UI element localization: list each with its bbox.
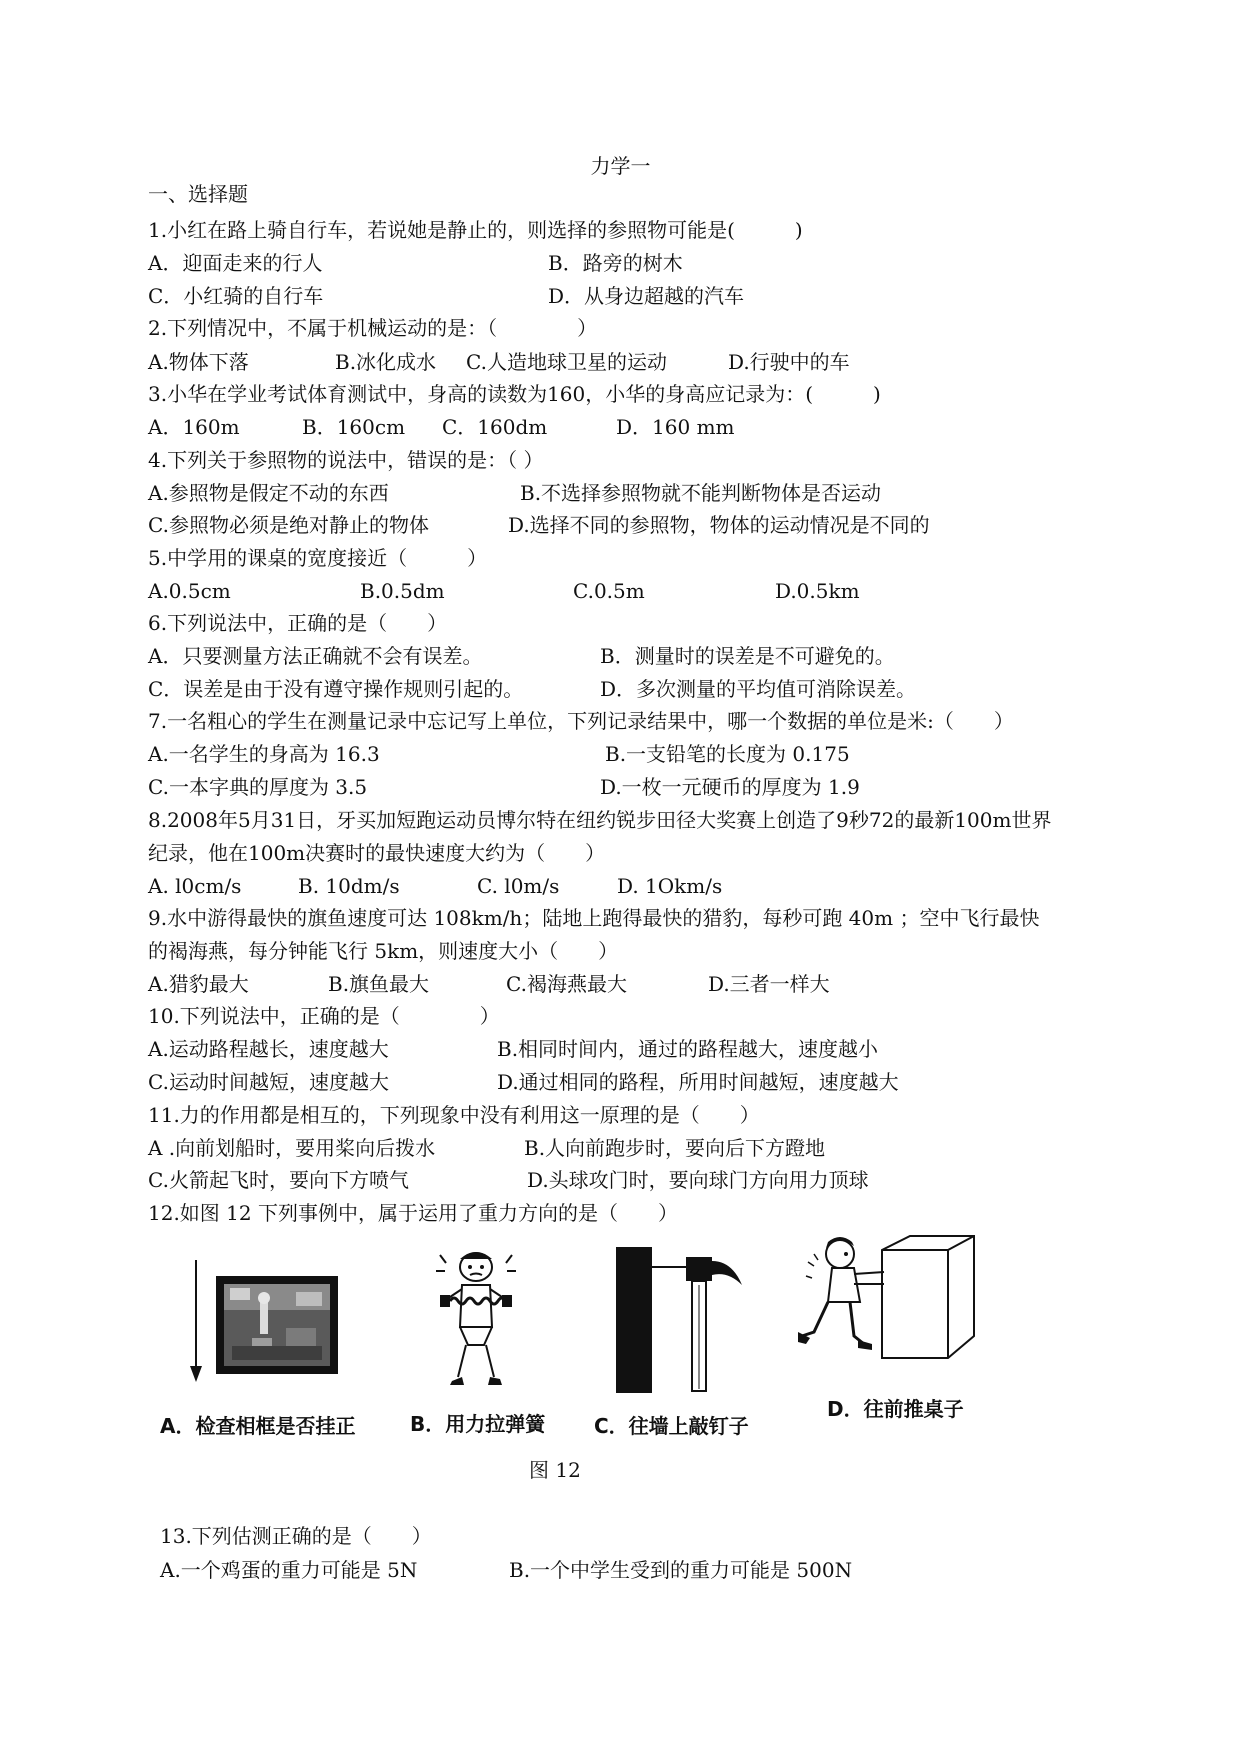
q1-option-d: D．从身边超越的汽车 [548,284,745,308]
q8-option-d: D. 1Okm/s [617,874,723,898]
q11-option-d: D.头球攻门时，要向球门方向用力顶球 [527,1168,869,1192]
q11-option-a: A .向前划船时，要用桨向后拨水 [148,1136,436,1160]
q7-option-a: A.一名学生的身高为 16.3 [148,742,380,766]
q13-option-b: B.一个中学生受到的重力可能是 500N [509,1558,853,1582]
figure-label: 图 12 [529,1458,581,1482]
q3-option-a: A．160m [148,415,240,439]
q7-option-c: C.一本字典的厚度为 3.5 [148,775,368,799]
q9-option-b: B.旗鱼最大 [328,972,430,996]
q1-option-b: B．路旁的树木 [548,251,683,275]
q9-option-c: C.褐海燕最大 [506,972,627,996]
q6-option-c: C．误差是由于没有遵守操作规则引起的。 [148,677,524,701]
q13-stem: 13.下列估测正确的是（ ） [160,1524,432,1548]
q11-stem: 11.力的作用都是相互的，下列现象中没有利用这一原理的是（ ） [148,1103,760,1127]
q8-stem-line1: 8.2008年5月31日，牙买加短跑运动员博尔特在纽约锐步田径大奖赛上创造了9秒72的最新100m世界 [148,808,1052,832]
figure-b-boy-spring [428,1245,524,1395]
q2-option-a: A.物体下落 [148,350,249,374]
q4-option-b: B.不选择参照物就不能判断物体是否运动 [520,481,882,505]
q9-stem-line1: 9.水中游得最快的旗鱼速度可达 108km/h；陆地上跑得最快的猎豹，每秒可跑 40m ；空中飞行最快 [148,906,1040,930]
page-title: 力学一 [590,154,651,178]
figure-d-caption: D．往前推桌子 [827,1397,964,1421]
q6-option-a: A．只要测量方法正确就不会有误差。 [148,644,483,668]
q11-option-c: C.火箭起飞时，要向下方喷气 [148,1168,409,1192]
q9-option-d: D.三者一样大 [708,972,830,996]
q2-option-c: C.人造地球卫星的运动 [466,350,667,374]
figure-a-plumb-frame [186,1258,346,1388]
q10-option-d: D.通过相同的路程，所用时间越短，速度越大 [497,1070,899,1094]
q9-stem-line2: 的褐海燕，每分钟能飞行 5km，则速度大小（ ） [148,939,619,963]
q4-stem: 4.下列关于参照物的说法中，错误的是：（ ） [148,448,544,472]
q5-option-b: B.0.5dm [360,579,445,603]
figure-c-caption: C．往墙上敲钉子 [594,1414,749,1438]
q2-option-b: B.冰化成水 [335,350,437,374]
figure-b-caption: B．用力拉弹簧 [410,1412,546,1436]
q6-option-d: D．多次测量的平均值可消除误差。 [600,677,917,701]
q13-option-a: A.一个鸡蛋的重力可能是 5N [160,1558,418,1582]
q9-option-a: A.猎豹最大 [148,972,249,996]
q6-option-b: B．测量时的误差是不可避免的。 [600,644,895,668]
q12-stem: 12.如图 12 下列事例中，属于运用了重力方向的是（ ） [148,1201,678,1225]
figure-c-hammer-wall [614,1245,744,1395]
q7-option-d: D.一枚一元硬币的厚度为 1.9 [600,775,860,799]
figure-d-boy-pushing-box [798,1232,978,1362]
q6-stem: 6.下列说法中，正确的是（ ） [148,611,448,635]
q10-stem: 10.下列说法中，正确的是（ ） [148,1004,500,1028]
q7-stem: 7.一名粗心的学生在测量记录中忘记写上单位，下列记录结果中，哪一个数据的单位是米:（ ） [148,709,1014,733]
q4-option-c: C.参照物必须是绝对静止的物体 [148,513,429,537]
q5-option-a: A.0.5cm [148,579,231,603]
q11-option-b: B.人向前跑步时，要向后下方蹬地 [524,1136,826,1160]
q1-option-c: C．小红骑的自行车 [148,284,324,308]
q5-stem: 5.中学用的课桌的宽度接近（ ） [148,546,488,570]
q7-option-b: B.一支铅笔的长度为 0.175 [605,742,850,766]
q5-option-d: D.0.5km [775,579,860,603]
q10-option-c: C.运动时间越短，速度越大 [148,1070,389,1094]
q8-stem-line2: 纪录，他在100m决赛时的最快速度大约为（ ） [148,841,606,865]
q3-option-b: B．160cm [302,415,406,439]
q5-option-c: C.0.5m [573,579,645,603]
q10-option-a: A.运动路程越长，速度越大 [148,1037,389,1061]
q8-option-a: A. l0cm/s [148,874,242,898]
q4-option-d: D.选择不同的参照物，物体的运动情况是不同的 [508,513,930,537]
q8-option-b: B. 10dm/s [298,874,400,898]
q2-stem: 2.下列情况中，不属于机械运动的是：（ ） [148,316,598,340]
q1-stem: 1.小红在路上骑自行车，若说她是静止的，则选择的参照物可能是( ) [148,218,803,242]
section-heading: 一、选择题 [148,182,248,206]
figure-a-caption: A．检查相框是否挂正 [160,1414,356,1438]
q2-option-d: D.行驶中的车 [728,350,850,374]
q8-option-c: C. l0m/s [477,874,560,898]
q3-option-c: C．160dm [442,415,548,439]
q4-option-a: A.参照物是假定不动的东西 [148,481,389,505]
q3-stem: 3.小华在学业考试体育测试中，身高的读数为160，小华的身高应记录为：( ) [148,382,881,406]
q10-option-b: B.相同时间内，通过的路程越大，速度越小 [497,1037,879,1061]
q1-option-a: A．迎面走来的行人 [148,251,323,275]
q3-option-d: D．160 mm [616,415,735,439]
